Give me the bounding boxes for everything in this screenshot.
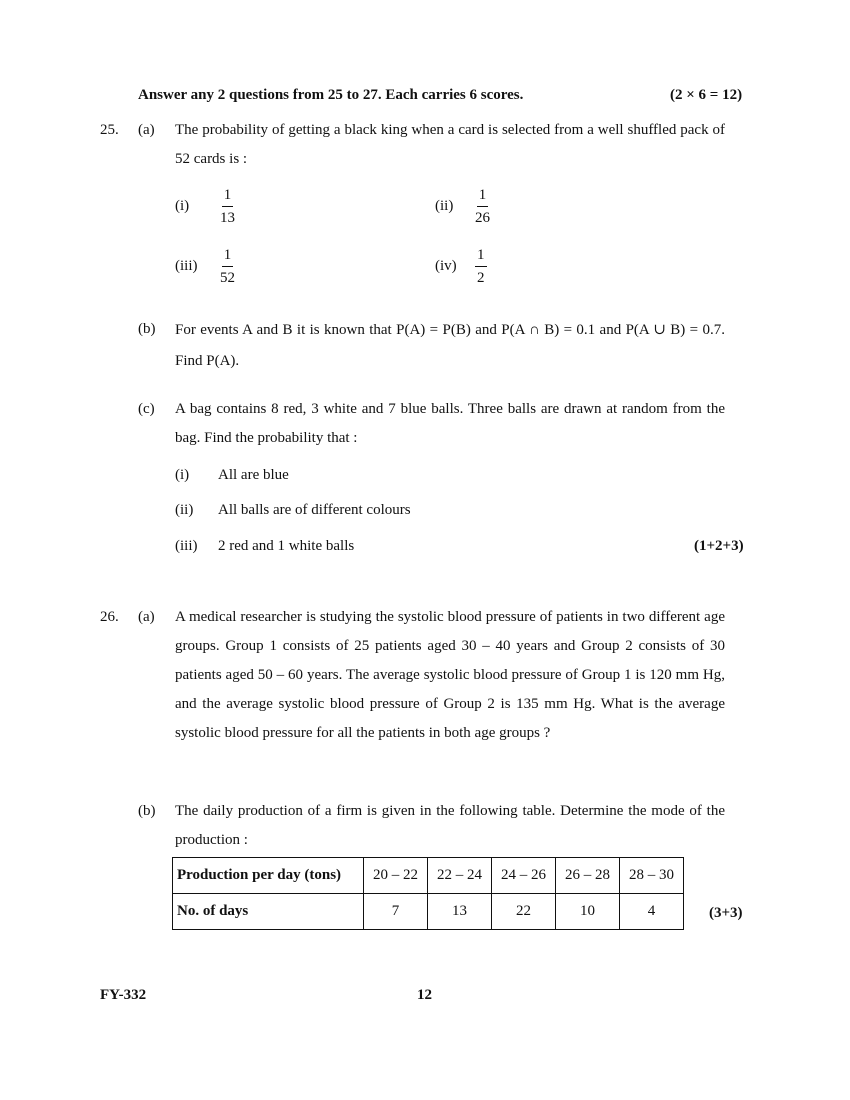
- q25c-item-1-label: (i): [175, 467, 190, 483]
- table-days-cell: 22: [492, 894, 556, 930]
- fraction-denominator: 26: [475, 210, 490, 226]
- table-header-label: Production per day (tons): [173, 858, 364, 894]
- section-instruction: Answer any 2 questions from 25 to 27. Each carries 6 scores.: [138, 87, 524, 103]
- table-row: [173, 858, 684, 894]
- fraction-denominator: 2: [477, 270, 485, 286]
- q25c-item-2-text: All balls are of different colours: [218, 502, 411, 518]
- q25a-option-3-label: (iii): [175, 258, 198, 274]
- q25a-option-4-fraction: [475, 248, 487, 286]
- q25a-option-4-label: (iv): [435, 258, 457, 274]
- q26a-label: (a): [138, 609, 155, 625]
- q26b-text: The daily production of a firm is given in the following table. Determine the mode of the production :: [175, 803, 725, 848]
- table-row-label: No. of days: [173, 894, 364, 930]
- q25a-option-2-fraction: [475, 188, 490, 226]
- q25c-item-3-label: (iii): [175, 538, 198, 554]
- fraction-numerator: 1: [222, 248, 234, 267]
- question-number-26: 26.: [100, 609, 119, 625]
- table-days-cell: 4: [620, 894, 684, 930]
- q26a-text: A medical researcher is studying the systolic blood pressure of patients in two different age groups. Group 1 consists of 25 patients aged 30 – 40 years and Group 2 consists of 30 patients aged 50 – 60 years. The average systolic blood pressure of Group 1 is 120 mm Hg, and the average systolic blood pressure of Group 2 is 135 mm Hg. What is the average systolic blood pressure for all the patients in both age groups ?: [175, 609, 725, 741]
- q25b-label: (b): [138, 321, 156, 337]
- table-range-cell: 24 – 26: [492, 858, 556, 894]
- q25c-item-1-text: All are blue: [218, 467, 289, 483]
- table-days-cell: 10: [556, 894, 620, 930]
- paper-code: FY-332: [100, 987, 147, 1003]
- fraction-denominator: 13: [220, 210, 235, 226]
- fraction-numerator: 1: [475, 248, 487, 267]
- question-number-25: 25.: [100, 122, 119, 138]
- table-days-cell: 13: [428, 894, 492, 930]
- q25a-text: The probability of getting a black king when a card is selected from a well shuffled pack of 52 cards is :: [175, 122, 725, 167]
- q25b-text: For events A and B it is known that P(A) = P(B) and P(A ∩ B) = 0.1 and P(A ∪ B) = 0.7. Find P(A).: [175, 322, 725, 369]
- q25a-option-3-fraction: [220, 248, 235, 286]
- q25a-option-1-label: (i): [175, 198, 190, 214]
- table-range-cell: 22 – 24: [428, 858, 492, 894]
- q25c-item-2-label: (ii): [175, 502, 194, 518]
- q25c-label: (c): [138, 401, 155, 417]
- fraction-numerator: 1: [222, 188, 234, 207]
- q25a-option-1-fraction: [220, 188, 235, 226]
- table-range-cell: 20 – 22: [364, 858, 428, 894]
- q26-marks: (3+3): [709, 905, 743, 921]
- q25a-label: (a): [138, 122, 155, 138]
- q25c-text: A bag contains 8 red, 3 white and 7 blue balls. Three balls are drawn at random from the bag. Find the probability that :: [175, 401, 725, 446]
- table-row: [173, 894, 684, 930]
- fraction-numerator: 1: [477, 188, 489, 207]
- q26b-label: (b): [138, 803, 156, 819]
- table-range-cell: 28 – 30: [620, 858, 684, 894]
- q25a-option-2-label: (ii): [435, 198, 454, 214]
- section-marks: (2 × 6 = 12): [670, 87, 743, 103]
- q25-marks: (1+2+3): [694, 538, 744, 554]
- production-table: [172, 857, 684, 930]
- page-number: 12: [417, 987, 432, 1003]
- fraction-denominator: 52: [220, 270, 235, 286]
- q25c-item-3-text: 2 red and 1 white balls: [218, 538, 355, 554]
- table-range-cell: 26 – 28: [556, 858, 620, 894]
- table-days-cell: 7: [364, 894, 428, 930]
